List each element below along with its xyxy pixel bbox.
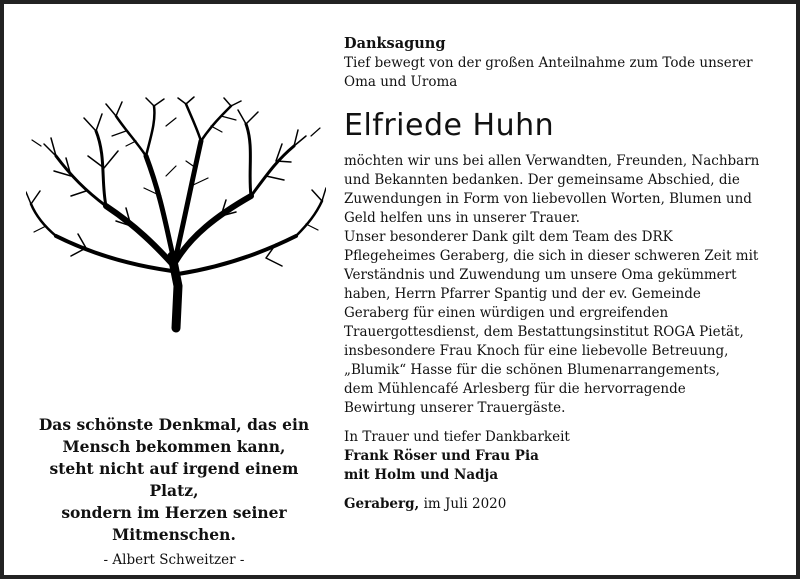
signatory-line: mit Holm und Nadja [344,467,499,483]
body-line: Trauergottesdienst, dem Bestattungsinstitut ROGA Pietät, [344,324,744,340]
quote-author: - Albert Schweitzer - [103,552,245,568]
body-line: Geraberg für einen würdigen und ergreifenden [344,305,669,321]
body-text [344,152,784,418]
place: Geraberg, [344,496,420,512]
body-line: möchten wir uns bei allen Verwandten, Freunden, Nachbarn [344,153,760,169]
body-line: „Blumik“ Hasse für die schönen Blumenarrangements, [344,362,720,378]
signatory-line: Frank Röser und Frau Pia [344,448,539,464]
notice-heading: Danksagung [344,35,446,52]
body-line: insbesondere Frau Knoch für eine liebevolle Betreuung, [344,343,729,359]
intro-line: Tief bewegt von der großen Anteilnahme zum Tode unserer [344,55,753,71]
body-line: Pflegeheimes Geraberg, die sich in dieser schweren Zeit mit [344,248,759,264]
quote-line: sondern im Herzen seiner [61,503,287,522]
body-line: Bewirtung unserer Trauergäste. [344,400,566,416]
date: im Juli 2020 [423,496,507,512]
notice-content [344,34,784,514]
body-line: dem Mühlencafé Arlesberg für die hervorragende [344,381,686,397]
quote-line: Mitmenschen. [112,525,236,544]
body-line: Verständnis und Zuwendung um unsere Oma gekümmert [344,267,737,283]
body-line: Geld helfen uns in unserer Trauer. [344,210,580,226]
body-line: haben, Herrn Pfarrer Spantig und der ev. Gemeinde [344,286,701,302]
tree-icon [26,96,326,336]
body-line: und Bekannten bedanken. Der gemeinsame Abschied, die [344,172,740,188]
quote-line: Das schönste Denkmal, das ein [38,415,310,434]
body-line: Unser besonderer Dank gilt dem Team des DRK [344,229,673,245]
quote [24,414,324,570]
quote-line: steht nicht auf irgend einem Platz, [49,459,299,500]
place-date [344,495,784,514]
closing-line: In Trauer und tiefer Dankbarkeit [344,429,570,445]
deceased-name: Elfriede Huhn [344,108,555,143]
intro-line: Oma und Uroma [344,74,458,90]
body-line: Zuwendungen in Form von liebevollen Worten, Blumen und [344,191,752,207]
quote-line: Mensch bekommen kann, [62,437,286,456]
